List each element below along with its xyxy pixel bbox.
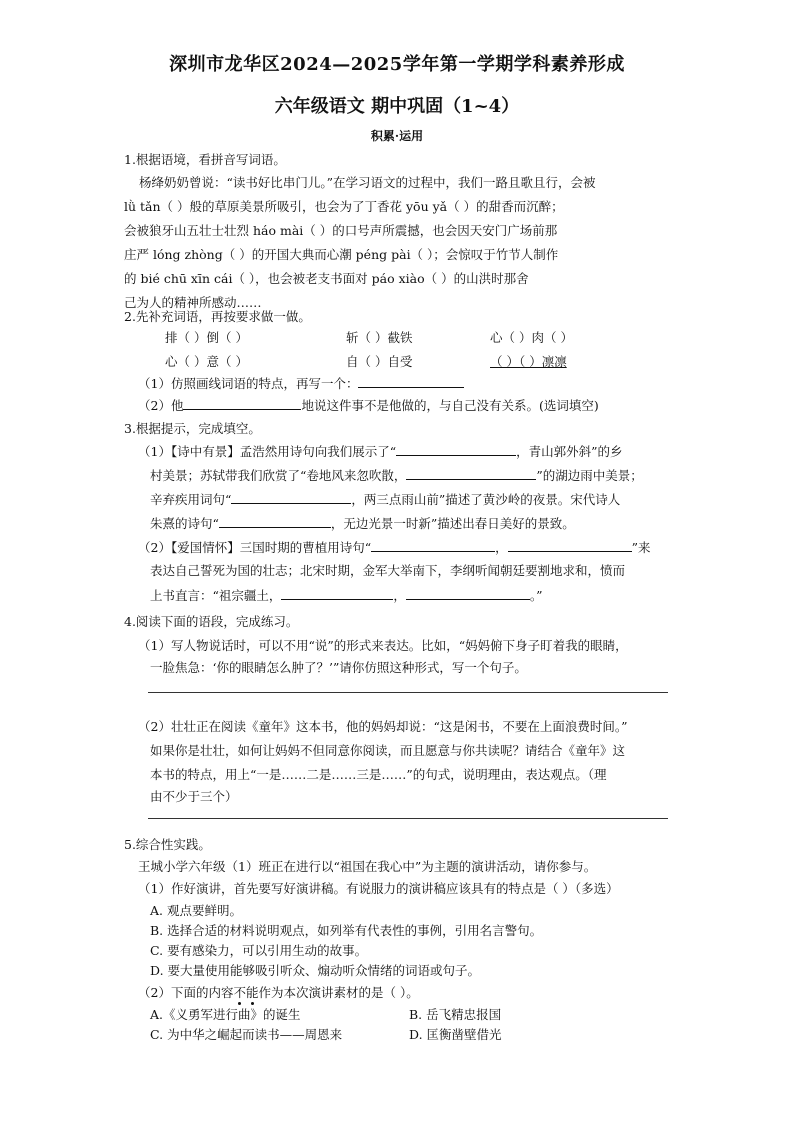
q5-s2-option-d[interactable]: D. 匡衡凿壁借光 [409, 1027, 502, 1042]
q3-prompt: 3.根据提示，完成填空。 [124, 421, 261, 436]
q3-p1-line [150, 466, 643, 485]
q5-s1-option-c[interactable]: C. 要有感染力，可以引用生动的故事。 [150, 943, 368, 958]
emphasis-char: 能 [245, 985, 259, 1000]
q1-text-line: 杨绛奶奶曾说：“读书好比串门儿。”在学习语文的过程中，我们一路且歌且行，会被 [139, 175, 596, 190]
q3-text: 上书直言：“祖宗疆土， [150, 588, 282, 603]
q3-text: ”的湖边雨中美景； [536, 468, 643, 483]
q5-s2-option-b[interactable]: B. 岳飞精忠报国 [409, 1007, 502, 1022]
q4-s1-line: 一脸焦急：‘你的眼睛怎么肿了？’”请你仿照这种形式，写一个句子。 [150, 660, 527, 675]
q4-prompt: 4.阅读下面的语段，完成练习。 [124, 614, 299, 629]
answer-blank[interactable] [231, 490, 351, 504]
q4-s2-line: 如果你是壮壮，如何让妈妈不但同意你阅读，而且愿意与你共读呢？请结合《童年》这 [150, 743, 626, 758]
q2-word-blank[interactable]: 自（ ）自受 [346, 354, 413, 369]
q5-s2-text: （2）下面的内容 [138, 985, 234, 1000]
answer-line[interactable] [148, 692, 668, 693]
q3-text: ， [393, 588, 406, 603]
q1-text-line: 己为人的精神所感动…… [124, 295, 262, 310]
q2-sub1 [138, 374, 464, 393]
q3-text: 。” [529, 588, 543, 603]
q4-s2-line: 本书的特点，用上“一是……二是……三是……”的句式，说明理由，表达观点。（理 [150, 767, 607, 782]
q5-s1-option-b[interactable]: B. 选择合适的材料说明观点，如列举有代表性的事例，引用名言警句。 [150, 923, 543, 938]
q1-prompt: 1.根据语境，看拼音写词语。 [124, 152, 286, 167]
q2-word-blank[interactable]: 心（ ）肉（ ） [490, 330, 573, 345]
answer-blank[interactable] [183, 396, 301, 410]
q5-s2 [138, 984, 419, 1002]
q3-text: ”来 [631, 540, 651, 555]
q3-p2-line [150, 586, 543, 605]
q1-text-line: lǜ tǎn（ ）般的草原美景所吸引，也会为了丁香花 yōu yǎ（ ）的甜香而沉醉； [124, 199, 564, 214]
q3-text: 朱熹的诗句“ [150, 516, 219, 531]
q3-text: ， [495, 540, 508, 555]
answer-blank[interactable] [406, 586, 530, 600]
q1-text-line: 的 bié chū xīn cái（ ），也会被老支书面对 páo xiào（ ）的山洪时那舍 [124, 271, 529, 286]
answer-blank[interactable] [281, 586, 393, 600]
q3-p1-line [138, 442, 623, 461]
q3-text: ，两三点雨山前”描述了黄沙岭的夜景。宋代诗人 [351, 492, 621, 507]
page-title: 深圳市龙华区2024—2025学年第一学期学科素养形成 [169, 54, 625, 75]
q2-sub2-post: 地说这件事不是他做的，与自己没有关系。(选词填空) [301, 398, 599, 413]
q2-word-blank[interactable]: 排（ ）倒（ ） [165, 330, 248, 345]
q5-s1: （1）作好演讲，首先要写好演讲稿。有说服力的演讲稿应该具有的特点是（ ）（多选） [138, 881, 619, 896]
q3-p2-line: 表达自己誓死为国的壮志；北宋时期，金军大举南下，李纲听闻朝廷要割地求和，愤而 [150, 563, 626, 578]
q2-underlined-word[interactable]: （ ）（ ）凛凛 [490, 354, 567, 369]
q3-text: （2）【爱国情怀】三国时期的曹植用诗句“ [138, 540, 372, 555]
answer-blank[interactable] [406, 466, 536, 480]
section-heading: 积累·运用 [370, 129, 424, 143]
q3-text: 辛弃疾用词句“ [150, 492, 232, 507]
q3-p1-line [150, 514, 575, 533]
q3-text: （1）【诗中有景】孟浩然用诗句向我们展示了“ [138, 444, 397, 459]
q3-text: ，无边光景一时新”描述出春日美好的景致。 [330, 516, 575, 531]
q2-word-blank[interactable]: 斩（ ）截铁 [346, 330, 413, 345]
q1-text-line: 会被狼牙山五壮士壮烈 háo mài（ ）的口号声所震撼，也会因天安门广场前那 [124, 223, 558, 238]
q2-sub2 [138, 396, 599, 415]
q3-p2-line [138, 538, 651, 557]
q4-s2-line: （2）壮壮正在阅读《童年》这本书，他的妈妈却说：“这是闲书，不要在上面浪费时间。” [138, 719, 628, 734]
answer-blank[interactable] [358, 374, 464, 388]
answer-blank[interactable] [396, 442, 516, 456]
q5-s2-text: 作为本次演讲素材的是（ ）。 [258, 985, 419, 1000]
q5-intro: 王城小学六年级（1）班正在进行以“祖国在我心中”为主题的演讲活动，请你参与。 [138, 859, 597, 874]
q2-prompt: 2.先补充词语，再按要求做一做。 [124, 309, 311, 324]
q2-word-blank[interactable]: 心（ ）意（ ） [165, 354, 248, 369]
q3-text: ，青山郭外斜”的乡 [516, 444, 623, 459]
q5-s2-option-c[interactable]: C. 为中华之崛起而读书——周恩来 [150, 1027, 343, 1042]
q1-text-line: 庄严 lóng zhòng（ ）的开国大典而心潮 péng pài（ ）；会惊叹于竹节人制作 [124, 247, 559, 262]
q5-s1-option-a[interactable]: A. 观点要鲜明。 [150, 903, 242, 918]
page-subtitle: 六年级语文 期中巩固（1~4） [274, 96, 520, 117]
q5-prompt: 5.综合性实践。 [124, 837, 211, 852]
q3-text: 村美景；苏轼带我们欣赏了“卷地风来忽吹散， [150, 468, 407, 483]
emphasis-dots [233, 985, 258, 1000]
q3-p1-line [150, 490, 620, 509]
q5-s2-option-a[interactable]: A.《义勇军进行曲》的诞生 [150, 1007, 301, 1022]
answer-blank[interactable] [371, 538, 495, 552]
q2-sub2-pre: （2）他 [138, 398, 184, 413]
answer-line[interactable] [148, 818, 668, 819]
q4-s1-line: （1）写人物说话时，可以不用“说”的形式来表达。比如，“妈妈俯下身子盯着我的眼睛， [138, 638, 628, 653]
emphasis-char: 不 [233, 985, 246, 1000]
q2-sub1-text: （1）仿照画线词语的特点，再写一个： [138, 376, 359, 391]
answer-blank[interactable] [508, 538, 632, 552]
q5-s1-option-d[interactable]: D. 要大量使用能够吸引听众、煽动听众情绪的词语或句子。 [150, 963, 481, 978]
answer-blank[interactable] [219, 514, 331, 528]
q4-s2-line: 由不少于三个） [150, 789, 238, 804]
